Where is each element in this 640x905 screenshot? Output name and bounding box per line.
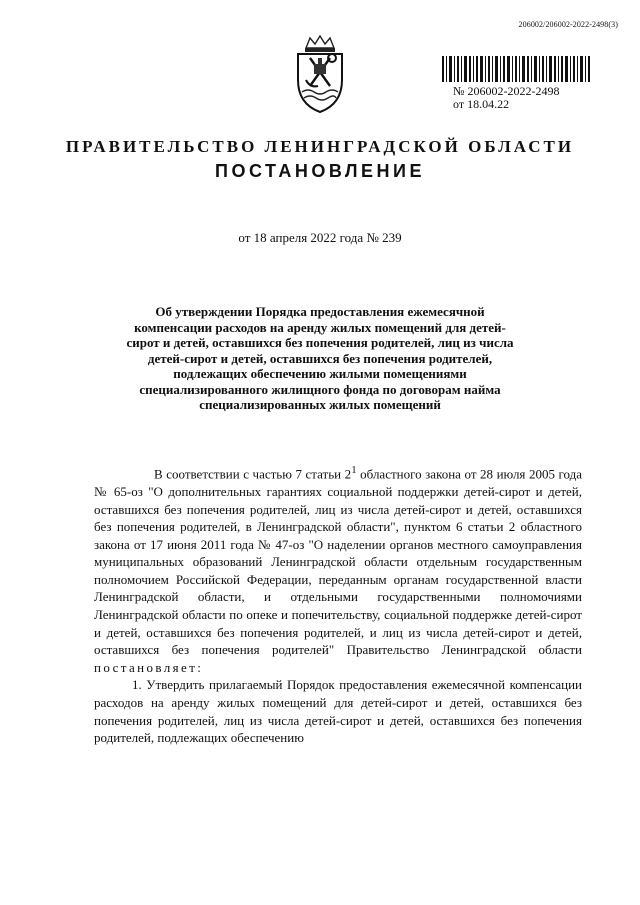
- decree-date-number: от 18 апреля 2022 года № 239: [238, 230, 402, 245]
- resolves-word: постановляет:: [94, 659, 204, 675]
- document-type-heading: ПОСТАНОВЛЕНИЕ: [215, 161, 425, 181]
- government-heading: ПРАВИТЕЛЬСТВО ЛЕНИНГРАДСКОЙ ОБЛАСТИ: [65, 137, 575, 156]
- registration-number: № 206002-2022-2498: [453, 84, 560, 98]
- preamble-paragraph: [94, 462, 582, 676]
- preamble-text-main: областного закона от 28 июля 2005 года № 65-оз "О дополнительных гарантиях социальной поддержки детей-сирот и детей, оставшихся без попечения родителей, лиц из числа детей-сирот и детей, оставшихся без попечения родителей, в Ленинградской области", пунктом 6 статьи 2 областного закона от 17 июня 2011 года № 47-оз "О наделении органов местного самоуправления муниципальных образований Ленинградской области отдельным государственным полномочием Российской Федерации, переданным органам государственной власти Ленинградской области, и отдельными государственными полномочиями Ленинградской области по опеке и попечительству, социальной поддержке детей-сирот и детей, оставшихся без попечения родителей, и лиц из числа детей-сирот и детей, оставшихся без попечения родителей" Правительство Ленинградской области: [94, 466, 583, 658]
- barcode-icon: [442, 56, 592, 82]
- article-superscript: 1: [351, 464, 357, 476]
- registration-date: от 18.04.22: [453, 97, 510, 111]
- top-reference-number: 206002/206002-2022-2498(3): [518, 20, 618, 29]
- decree-title: Об утверждении Порядка предоставления ежемесячной компенсации расходов на аренду жилых помещений для детей-сирот и детей, оставшихся без попечения родителей, лиц из числа детей-сирот и детей, оставшихся без попечения родителей, подлежащих обеспечению жилыми помещениями специализированного жилищного фонда по договорам найма специализированных жилых помещений: [126, 304, 514, 412]
- preamble-text-start: В соответствии с частью 7 статьи 2: [154, 466, 352, 482]
- decree-body: [94, 462, 582, 747]
- coat-of-arms-icon: [288, 34, 352, 118]
- registration-block: [453, 85, 559, 111]
- clause-1-paragraph: 1. Утвердить прилагаемый Порядок предоставления ежемесячной компенсации расходов на аренду жилых помещений для детей-сирот и детей, оставшихся без попечения родителей, лиц из числа детей-сирот и детей, оставшихся без попечения родителей, подлежащих обеспечению: [94, 677, 582, 746]
